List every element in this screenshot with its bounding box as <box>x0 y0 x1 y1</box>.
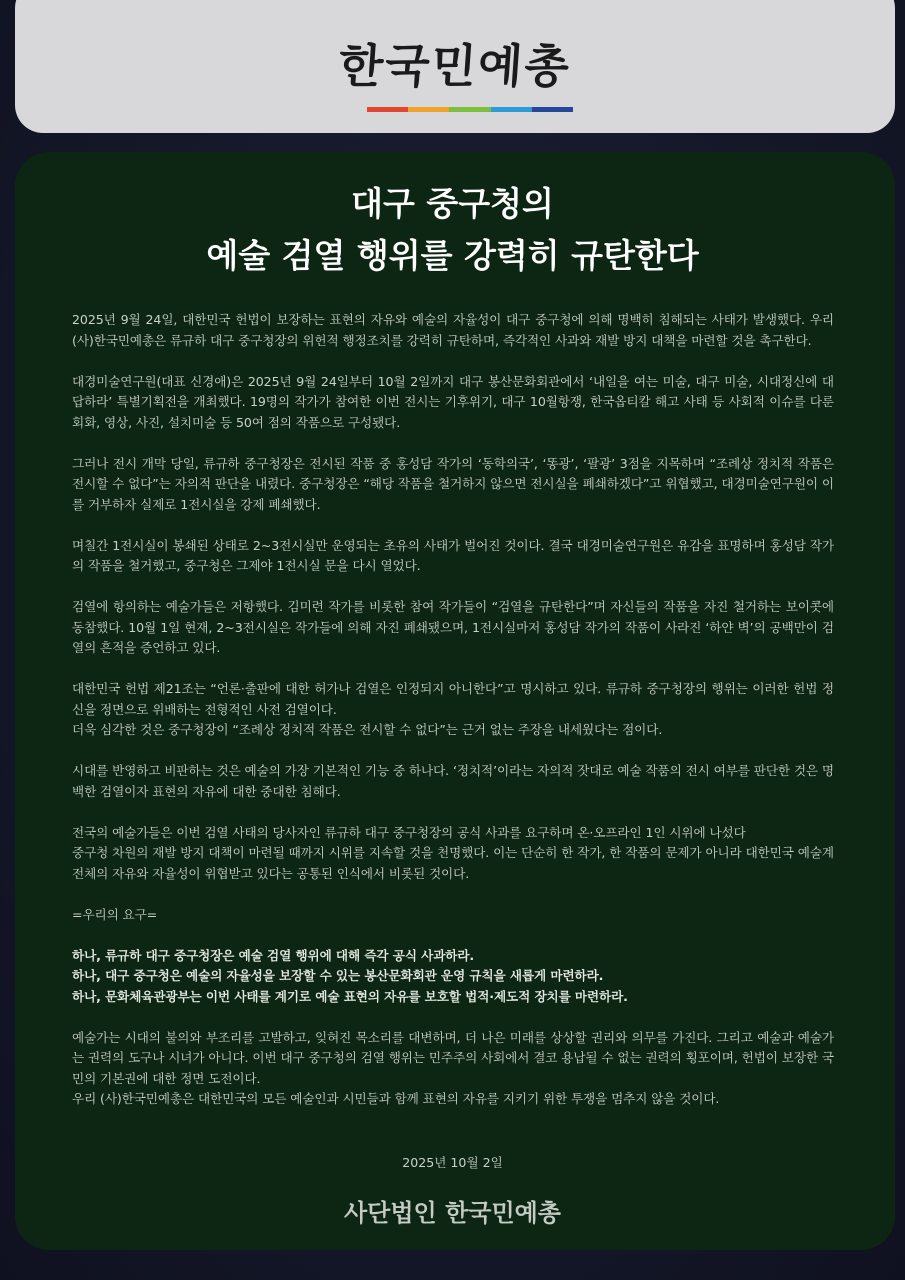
logo-color-bar <box>367 107 573 112</box>
paragraph: 시대를 반영하고 비판하는 것은 예술의 가장 기본적인 기능 중 하나다. ‘정치적’이라는 자의적 잣대로 예술 작품의 전시 여부를 판단한 것은 명백한 검열이자 표현의 자유에 대한 중대한 침해다. <box>72 763 834 799</box>
title-line-2: 예술 검열 행위를 강력히 규탄한다 <box>206 236 699 275</box>
logo-bar-segment <box>532 107 573 112</box>
statement-date: 2025년 10월 2일 <box>402 1155 503 1170</box>
statement-title <box>0 178 905 282</box>
logo-bar-segment <box>449 107 490 112</box>
demand-item: 하나, 대구 중구청은 예술의 자율성을 보장할 수 있는 봉산문화회관 운영 규칙을 새롭게 마련하라. <box>72 968 604 983</box>
paragraph: 그러나 전시 개막 당일, 류규하 중구청장은 전시된 작품 중 홍성담 작가의 ‘동학의국’, ‘똥광’, ‘팔광’ 3점을 지목하며 “조례상 정치적 작품은 전시할 수 없다”는 자의적 판단을 내렸다. 중구청장은 “해당 작품을 철거하지 않으면 전시실을 폐쇄하겠다”고 위협했고, 대경미술연구원이 이를 거부하자 실제로 1전시실을 강제 폐쇄했다. <box>72 455 834 512</box>
paragraph: 전국의 예술가들은 이번 검열 사태의 당사자인 류규하 대구 중구청장의 공식 사과를 요구하며 온·오프라인 1인 시위에 나섰다 중구청 차원의 재발 방지 대책이 마련될 때까지 시위를 지속할 것을 천명했다. 이는 단순히 한 작가, 한 작품의 문제가 아니라 대한민국 예술계 전체의 자유와 자율성이 위협받고 있다는 공통된 인식에서 비롯된 것이다. <box>72 824 834 881</box>
statement-body <box>72 310 834 1130</box>
title-line-1: 대구 중구청의 <box>351 184 554 223</box>
logo-bar-segment <box>408 107 449 112</box>
header-card <box>15 0 895 133</box>
demands-heading: =우리의 요구= <box>72 906 158 922</box>
demand-item: 하나, 류규하 대구 중구청장은 예술 검열 행위에 대해 즉각 공식 사과하라. <box>72 947 475 963</box>
paragraph: 대한민국 헌법 제21조는 “언론·출판에 대한 허가나 검열은 인정되지 아니한다”고 명시하고 있다. 류규하 중구청장의 행위는 이러한 헌법 정신을 정면으로 위배하는 전형적인 사전 검열이다. 더욱 심각한 것은 중구청장이 “조례상 정치적 작품은 전시할 수 없다”는 근거 없는 주장을 내세웠다는 점이다. <box>72 681 834 737</box>
paragraph: 대경미술연구원(대표 신경애)은 2025년 9월 24일부터 10월 2일까지 대구 봉산문화회관에서 ‘내일을 여는 미술, 대구 미술, 시대정신에 대답하라’ 특별기획전을 개최했다. 19명의 작가가 참여한 이번 전시는 기후위기, 대구 10월항쟁, 한국옵티칼 해고 사태 등 사회적 이슈를 다룬 회화, 영상, 사진, 설치미술 등 50여 점의 작품으로 구성됐다. <box>72 373 834 430</box>
paragraph: 검열에 항의하는 예술가들은 저항했다. 김미련 작가를 비롯한 참여 작가들이 “검열을 규탄한다”며 자신들의 작품을 자진 철거하는 보이콧에 동참했다. 10월 1일 현재, 2~3전시실은 작가들에 의해 자진 폐쇄됐으며, 1전시실마저 홍성담 작가의 작품이 사라진 ‘하얀 벽’의 공백만이 검열의 흔적을 증언하고 있다. <box>72 599 834 655</box>
signature: 사단법인 한국민예총 <box>343 1199 561 1227</box>
logo-wordmark: 한국민예총 <box>336 39 573 93</box>
closing-paragraph: 예술가는 시대의 불의와 부조리를 고발하고, 잊혀진 목소리를 대변하며, 더 나은 미래를 상상할 권리와 의무를 가진다. 그리고 예술과 예술가는 권력의 도구나 시녀가 아니다. 이번 대구 중구청의 검열 행위는 민주주의 사회에서 결코 용납될 수 없는 권력의 횡포이며, 헌법이 보장한 국민의 기본권에 대한 정면 도전이다. 우리 (사)한국민예총은 대한민국의 모든 예술인과 시민들과 함께 표현의 자유를 지키기 위한 투쟁을 멈추지 않을 것이다. <box>72 1029 834 1106</box>
logo-bar-segment <box>491 107 532 112</box>
demands-list <box>72 946 834 1008</box>
logo-bar-segment <box>367 107 408 112</box>
paragraph: 2025년 9월 24일, 대한민국 헌법이 보장하는 표현의 자유와 예술의 자율성이 대구 중구청에 의해 명백히 침해되는 사태가 발생했다. 우리 (사)한국민예총은 류규하 대구 중구청장의 위헌적 행정조치를 강력히 규탄하며, 즉각적인 사과와 재발 방지 대책을 마련할 것을 촉구한다. <box>72 312 834 348</box>
demand-item: 하나, 문화체육관광부는 이번 사태를 계기로 예술 표현의 자유를 보호할 법적·제도적 장치를 마련하라. <box>72 988 628 1004</box>
paragraph: 며칠간 1전시실이 봉쇄된 상태로 2~3전시실만 운영되는 초유의 사태가 벌어진 것이다. 결국 대경미술연구원은 유감을 표명하며 홍성담 작가의 작품을 철거했고, 중구청은 그제야 1전시실 문을 다시 열었다. <box>72 537 834 573</box>
